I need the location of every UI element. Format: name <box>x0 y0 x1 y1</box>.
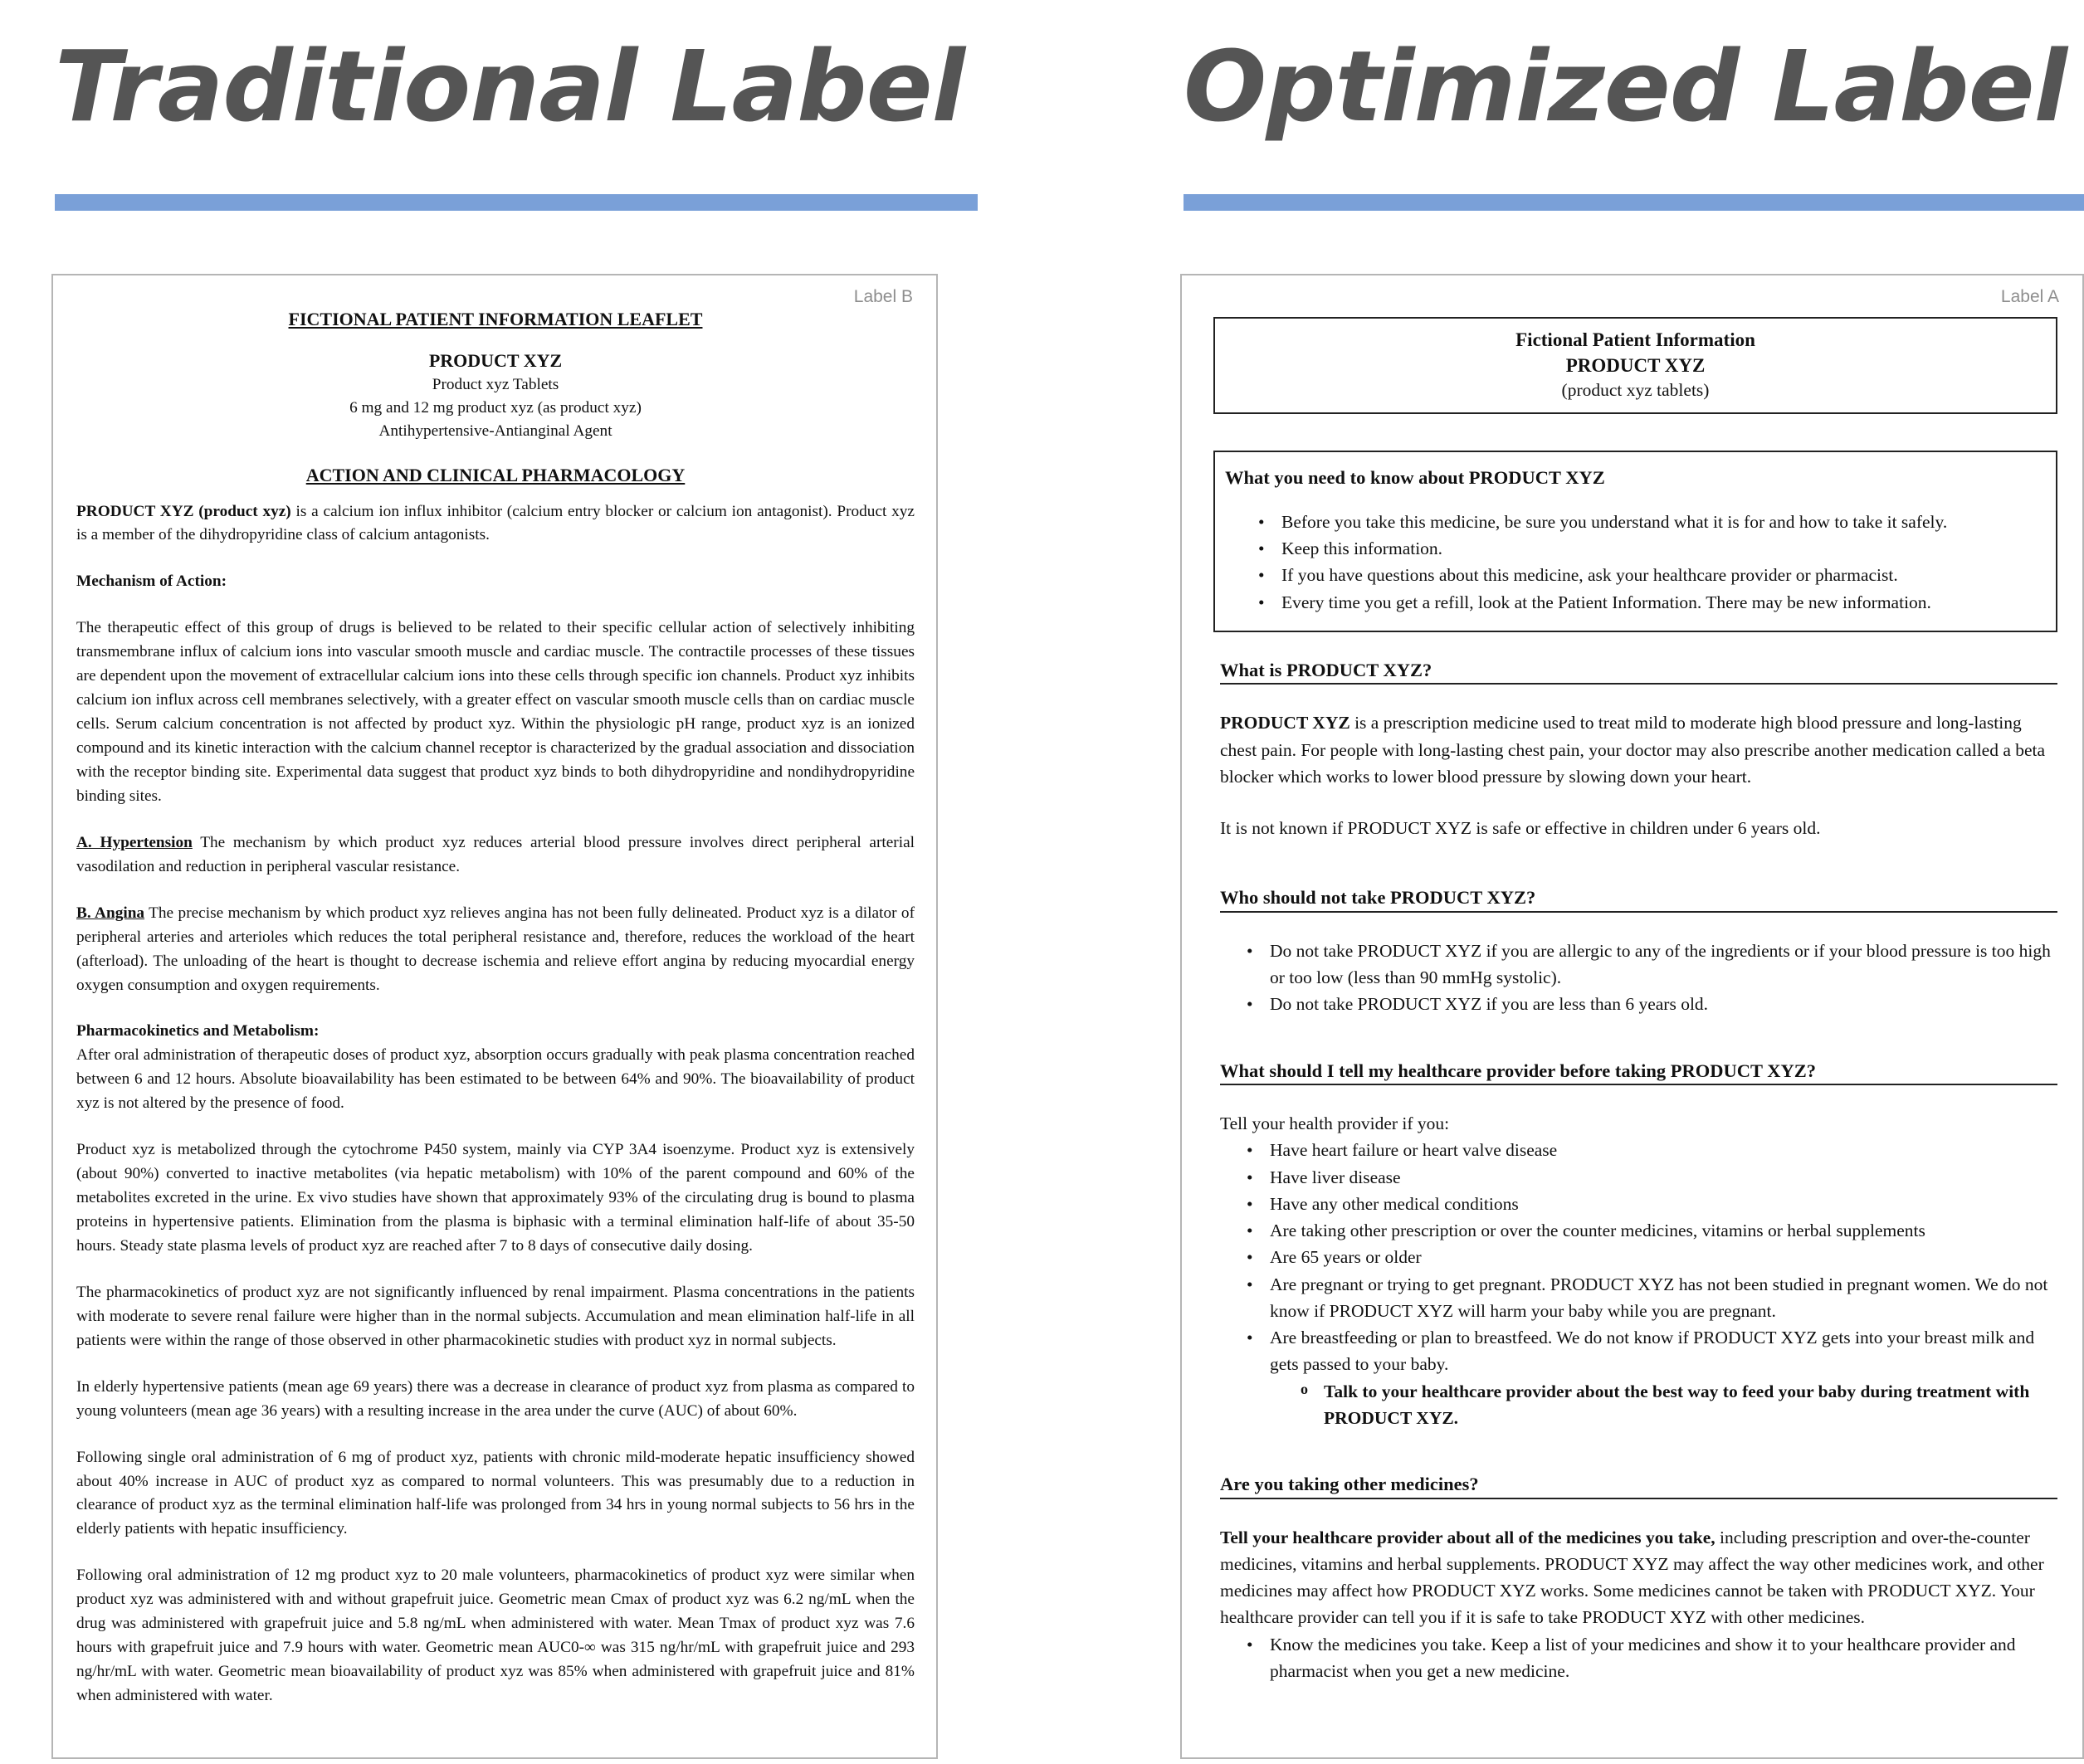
traditional-label-heading: Traditional Label <box>55 29 965 144</box>
list-item: • Are 65 years or older <box>1213 1244 2057 1270</box>
label-a-tag: Label A <box>2000 287 2059 306</box>
title-line-1: Fictional Patient Information <box>1515 329 1755 350</box>
title-box <box>1213 317 2057 414</box>
list-item: • Before you take this medicine, be sure you understand what it is for and how to take it safely. <box>1225 509 2044 535</box>
list-item: • If you have questions about this medicine, ask your healthcare provider or pharmacist. <box>1225 562 2044 588</box>
list-item: • Keep this information. <box>1225 535 2044 562</box>
traditional-label-page <box>51 274 938 1759</box>
tell-provider-intro: Tell your health provider if you: <box>1220 1113 1450 1134</box>
pharmacology-section-title: ACTION AND CLINICAL PHARMACOLOGY <box>305 464 686 485</box>
optimized-leaflet-body <box>1213 317 2057 1684</box>
list-item: • Are taking other prescription or over the counter medicines, vitamins or herbal supplements <box>1213 1217 2057 1244</box>
metabolism-paragraph: Product xyz is metabolized through the cytochrome P450 system, mainly via CYP 3A4 isoenzyme. Product xyz is extensively (about 90%) converted to inactive metabolites (via hepatic metabolism) with 10% of the parent compound and 60% of the metabolites excreted in the urine. Ex vivo studies have shown that approximately 93% of the circulating drug is bound to plasma proteins in hypertensive patients. Elimination from the plasma is biphasic with a terminal elimination half-life of about 35-50 hours. Steady state plasma levels of product xyz are reached after 7 to 8 days of consecutive daily dosing. <box>76 1141 915 1255</box>
need-to-know-list <box>1225 509 2044 616</box>
grapefruit-paragraph: Following oral administration of 12 mg product xyz to 20 male volunteers, pharmacokinetics of product xyz were similar when product xyz was administered with and without grapefruit juice. Geometric mean Cmax of product xyz was 6.2 ng/mL when the drug was administered with grapefruit juice and 5.8 ng/mL when administered with water. Mean Tmax of product xyz was 7.6 hours with grapefruit juice and 7.9 hours with water. Geometric mean AUC0-∞ was 315 ng/hr/mL with grapefruit juice and 293 ng/hr/mL with water. Geometric mean bioavailability of product xyz was 85% when administered with grapefruit juice and 81% when administered with water. <box>76 1567 915 1704</box>
angina-text: The precise mechanism by which product xyz relieves angina has not been fully delineated. Product xyz is a dilator of peripheral arteries and arterioles which reduces the total peripheral resistance and, therefore, reduces the workload of the heart (afterload). The unloading of the heart is thought to decrease ischemia and relieve effort angina by reducing myocardial energy oxygen consumption and oxygen requirements. <box>76 904 915 994</box>
mechanism-paragraph: The therapeutic effect of this group of drugs is believed to be related to their specific cellular action of selectively inhibiting transmembrane influx of calcium ions into vascular smooth muscle and cardiac muscle. The contractile processes of these tissues are dependent upon the movement of extracellular calcium ions into these cells through specific ion channels. Product xyz inhibits calcium ion influx across cell membranes selectively, with a greater effect on vascular smooth muscle cells than on cardiac muscle cells. Serum calcium concentration is not affected by product xyz. Within the physiologic pH range, product xyz is an ionized compound and its kinetic interaction with the calcium channel receptor is characterized by the gradual association and dissociation with the receptor binding site. Experimental data suggest that product xyz binds to both dihydropyridine and nondihydropyridine binding sites. <box>76 619 915 805</box>
tell-provider-heading: What should I tell my healthcare provider before taking PRODUCT XYZ? <box>1220 1058 2057 1086</box>
intro-text: is a calcium ion influx inhibitor (calcium entry blocker or calcium ion antagonist). Product xyz is a member of the dihydropyridine class of calcium antagonists. <box>76 502 915 544</box>
hepatic-paragraph: Following single oral administration of 6 mg of product xyz, patients with chronic mild-moderate hepatic insufficiency showed about 40% increase in AUC of product xyz as compared to normal volunteers. This was presumably due to a reduction in clearance of product xyz as the terminal elimination half-life was prolonged from 34 hrs in young normal subjects to 56 hrs in the elderly patients with hepatic insufficiency. <box>76 1448 915 1538</box>
label-b-tag: Label B <box>853 287 913 306</box>
other-medicines-text: including prescription and over-the-counter medicines, vitamins and herbal supplements. PRODUCT XYZ may affect the way other medicines work, and other medicines may affect how PRODUCT XYZ works. Some medicines cannot be taken with PRODUCT XYZ. Your healthcare provider can tell you if it is safe to take PRODUCT XYZ with other medicines. <box>1220 1527 2044 1628</box>
list-item: • Do not take PRODUCT XYZ if you are allergic to any of the ingredients or if your blood pressure is too high or too low (less than 90 mmHg systolic). <box>1213 938 2057 992</box>
list-item: • Have liver disease <box>1213 1164 2057 1191</box>
mechanism-heading: Mechanism of Action: <box>76 573 227 591</box>
hypertension-text: The mechanism by which product xyz reduces arterial blood pressure involves direct peripheral arterial vasodilation and reduction in peripheral vascular resistance. <box>76 833 915 875</box>
list-item: • Are breastfeeding or plan to breastfeed. We do not know if PRODUCT XYZ gets into your breast milk and gets passed to your baby. <box>1213 1324 2057 1378</box>
elderly-paragraph: In elderly hypertensive patients (mean age 69 years) there was a decrease in clearance of product xyz from plasma as compared to young volunteers (mean age 36 years) with a resulting increase in the area under the curve (AUC) of about 60%. <box>76 1377 915 1420</box>
children-paragraph: It is not known if PRODUCT XYZ is safe or effective in children under 6 years old. <box>1220 818 1821 839</box>
what-is-paragraph <box>1220 709 2057 790</box>
optimized-heading-divider <box>1184 194 2084 211</box>
angina-label: B. Angina <box>76 904 145 922</box>
other-medicines-heading: Are you taking other medicines? <box>1220 1471 2057 1499</box>
title-line-2: PRODUCT XYZ <box>1565 355 1706 377</box>
what-is-heading: What is PRODUCT XYZ? <box>1220 657 2057 685</box>
tell-provider-list <box>1213 1137 2057 1431</box>
intro-paragraph <box>76 500 915 548</box>
list-item: • Know the medicines you take. Keep a list of your medicines and show it to your healthcare provider and pharmacist when you get a new medicine. <box>1213 1631 2057 1685</box>
renal-paragraph: The pharmacokinetics of product xyz are not significantly influenced by renal impairment. Plasma concentrations in the patients with moderate to severe renal failure were higher than in the normal subjects. Accumulation and mean elimination half-life in all patients were within the range of those observed in other pharmacokinetic studies with product xyz in normal subjects. <box>76 1283 915 1349</box>
optimized-label-heading: Optimized Label <box>1184 29 2067 144</box>
list-item: • Have heart failure or heart valve disease <box>1213 1137 2057 1163</box>
list-item: • Do not take PRODUCT XYZ if you are less than 6 years old. <box>1213 991 2057 1017</box>
pharmacokinetics-heading: Pharmacokinetics and Metabolism: <box>76 1022 320 1040</box>
angina-paragraph <box>76 902 915 998</box>
optimized-label-page <box>1180 274 2084 1759</box>
list-item: • Every time you get a refill, look at the Patient Information. There may be new information. <box>1225 589 2044 616</box>
traditional-heading-divider <box>55 194 978 211</box>
list-sub-item: o Talk to your healthcare provider about the best way to feed your baby during treatment with PRODUCT XYZ. <box>1213 1378 2057 1432</box>
who-should-not-heading: Who should not take PRODUCT XYZ? <box>1220 884 2057 913</box>
product-subtitle-2: 6 mg and 12 mg product xyz (as product xyz) <box>349 398 642 417</box>
hypertension-paragraph <box>76 831 915 880</box>
what-is-bold: PRODUCT XYZ <box>1220 713 1350 733</box>
list-item: • Have any other medical conditions <box>1213 1191 2057 1217</box>
who-should-not-list <box>1213 938 2057 1018</box>
leaflet-title: FICTIONAL PATIENT INFORMATION LEAFLET <box>288 309 703 329</box>
other-medicines-bold: Tell your healthcare provider about all of the medicines you take, <box>1220 1527 1716 1547</box>
traditional-leaflet-body <box>76 305 915 1708</box>
other-medicines-paragraph <box>1220 1524 2057 1631</box>
other-medicines-list <box>1213 1631 2057 1685</box>
intro-bold: PRODUCT XYZ (product xyz) <box>76 502 291 520</box>
pharmacokinetics-paragraph: After oral administration of therapeutic doses of product xyz, absorption occurs gradually with peak plasma concentration reached between 6 and 12 hours. Absolute bioavailability has been estimated to be between 64% and 90%. The bioavailability of product xyz is not altered by the presence of food. <box>76 1046 915 1113</box>
need-to-know-box <box>1213 451 2057 632</box>
hypertension-label: A. Hypertension <box>76 833 193 851</box>
what-is-text: is a prescription medicine used to treat mild to moderate high blood pressure and long-lasting chest pain. For people with long-lasting chest pain, your doctor may also prescribe another medication called a beta blocker which works to lower blood pressure by slowing down your heart. <box>1220 713 2046 787</box>
title-line-3: (product xyz tablets) <box>1561 380 1710 401</box>
product-name: PRODUCT XYZ <box>428 350 563 371</box>
need-to-know-heading: What you need to know about PRODUCT XYZ <box>1225 467 1605 489</box>
product-subtitle-3: Antihypertensive-Antianginal Agent <box>378 422 613 440</box>
product-subtitle-1: Product xyz Tablets <box>432 375 559 393</box>
list-item: • Are pregnant or trying to get pregnant. PRODUCT XYZ has not been studied in pregnant women. We do not know if PRODUCT XYZ will harm your baby while you are pregnant. <box>1213 1271 2057 1325</box>
